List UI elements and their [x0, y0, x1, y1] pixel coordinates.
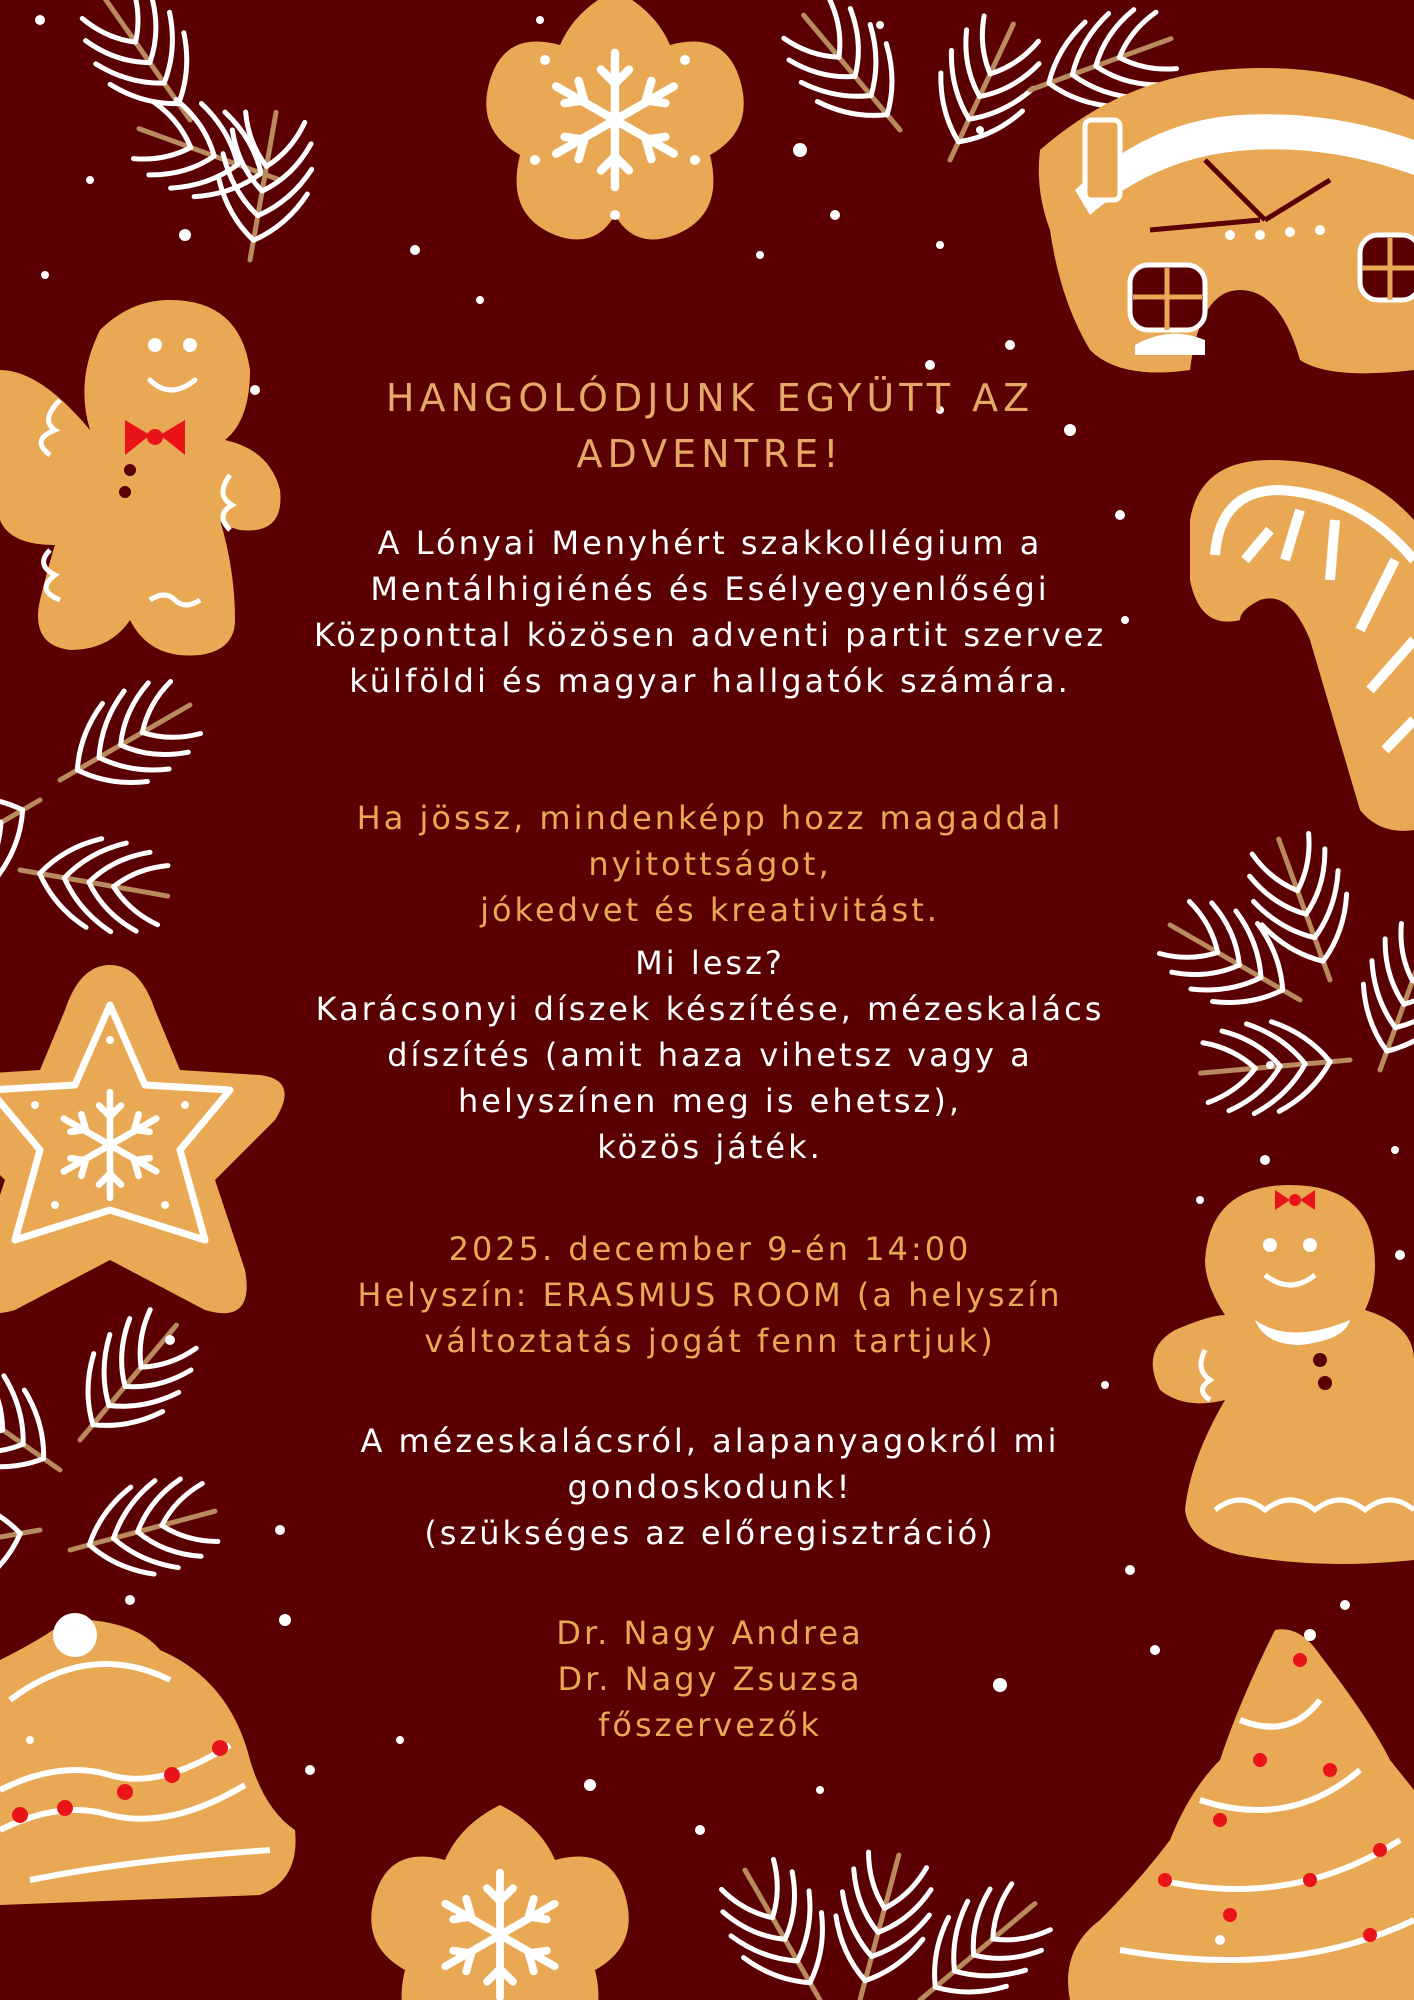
event-location-note: változtatás jogát fenn tartjuk) [424, 1322, 996, 1360]
pine-branch-icon [891, 1869, 1064, 2000]
program-line: Karácsonyi díszek készítése, mézeskalács [315, 990, 1105, 1028]
snowflake-cookie-icon [371, 1805, 629, 2000]
pine-branch-icon [817, 1843, 943, 2000]
supplies-line: A mézeskalácsról, alapanyagokról mi [360, 1422, 1060, 1460]
intro-line: külföldi és magyar hallgatók számára. [349, 662, 1071, 700]
organizer-name: Dr. Nagy Andrea [556, 1614, 864, 1652]
intro-line: Mentálhigiénés és Esélyegyenlőségi [370, 570, 1050, 608]
pine-branch-icon [38, 666, 213, 819]
bring-line: jókedvet és kreativitást. [480, 891, 940, 929]
program-line: közös játék. [597, 1128, 823, 1166]
pine-branch-icon [0, 761, 63, 914]
intro-paragraph [230, 520, 1190, 704]
pine-branch-icon [1236, 824, 1372, 996]
page-title [230, 370, 1190, 482]
event-location: Helyszín: ERASMUS ROOM (a helyszín [357, 1276, 1063, 1314]
program-paragraph [230, 940, 1190, 1170]
event-details [230, 1226, 1190, 1364]
organizer-name: Dr. Nagy Zsuzsa [557, 1660, 863, 1698]
organizers [230, 1610, 1190, 1748]
pine-branch-icon [0, 1347, 86, 1507]
pine-branch-icon [67, 0, 227, 146]
pine-branch-icon [909, 5, 1054, 179]
registration-note: (szükséges az előregisztráció) [424, 1514, 996, 1552]
bring-line: Ha jössz, mindenképp hozz magaddal nyitottságot, [356, 799, 1064, 883]
pine-branch-icon [1197, 1015, 1354, 1118]
organizers-role: főszervezők [598, 1706, 822, 1744]
pine-branch-icon [0, 1486, 48, 1601]
program-line: helyszínen meg is ehetsz), [458, 1082, 962, 1120]
gingerbread-house-icon [1039, 68, 1414, 373]
pine-branch-icon [58, 1468, 226, 1594]
supplies-line: gondoskodunk! [567, 1468, 853, 1506]
title-line: ADVENTRE! [576, 432, 844, 476]
candy-cane-cookie-icon [1190, 460, 1414, 831]
program-line: díszítés (amit haza vihetsz vagy a [387, 1036, 1033, 1074]
snowflake-cookie-icon [486, 0, 744, 240]
pine-branch-icon [46, 1296, 211, 1469]
intro-line: Központtal közösen adventi partit szervez [313, 616, 1107, 654]
bring-paragraph [230, 795, 1190, 933]
event-date: 2025. december 9-én 14:00 [448, 1230, 972, 1268]
supplies-paragraph [230, 1418, 1190, 1556]
intro-line: A Lónyai Menyhért szakkollégium a [377, 524, 1043, 562]
pine-branch-icon [769, 0, 934, 159]
pine-branch-icon [12, 826, 175, 941]
title-line: HANGOLÓDJUNK EGYÜTT AZ [385, 376, 1035, 420]
program-line: Mi lesz? [635, 944, 785, 982]
gingerbread-girl-icon [1153, 1185, 1414, 1564]
